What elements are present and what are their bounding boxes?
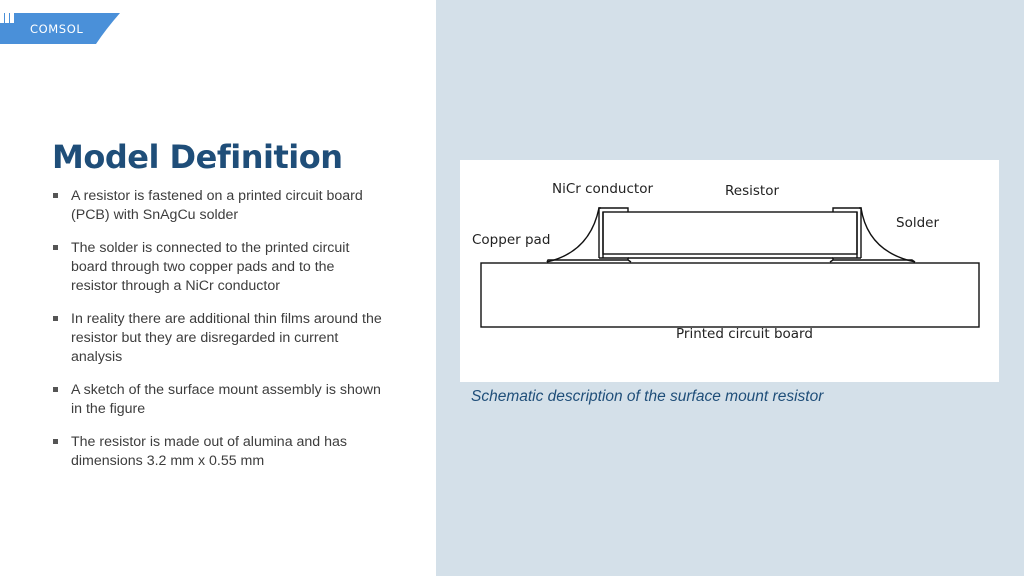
resistor-shape bbox=[603, 212, 857, 254]
solder-label: Solder bbox=[896, 215, 940, 231]
pcb-label: Printed circuit board bbox=[676, 326, 813, 342]
figure-caption: Schematic description of the surface mount resistor bbox=[471, 388, 824, 405]
bullet-item bbox=[52, 381, 382, 419]
bullet-marker bbox=[53, 193, 58, 198]
bullet-text: The resistor is made out of alumina and has dimensions 3.2 mm x 0.55 mm bbox=[71, 434, 348, 469]
left-solder-shape bbox=[547, 208, 601, 262]
bullet-item bbox=[52, 433, 382, 471]
right-copper-pad bbox=[830, 260, 915, 262]
bullet-list bbox=[52, 187, 382, 485]
bullet-marker bbox=[53, 387, 58, 392]
bullet-item bbox=[52, 310, 382, 367]
bullet-marker bbox=[53, 245, 58, 250]
copper-pad-label: Copper pad bbox=[472, 232, 551, 248]
page-title: Model Definition bbox=[52, 138, 343, 176]
bullet-text: A resistor is fastened on a printed circuit board (PCB) with SnAgCu solder bbox=[71, 188, 363, 223]
bullet-marker bbox=[53, 439, 58, 444]
nicr-label: NiCr conductor bbox=[552, 181, 654, 197]
bullet-marker bbox=[53, 316, 58, 321]
bullet-text: A sketch of the surface mount assembly is shown in the figure bbox=[71, 382, 381, 417]
bullet-item bbox=[52, 239, 382, 296]
bullet-text: In reality there are additional thin films around the resistor but they are disregarded in current analysis bbox=[71, 311, 382, 365]
resistor-schematic bbox=[460, 160, 999, 382]
left-copper-pad bbox=[547, 260, 631, 262]
logo-text: COMSOL bbox=[30, 22, 84, 36]
comsol-mark-icon bbox=[0, 13, 14, 23]
bullet-text: The solder is connected to the printed circuit board through two copper pads and to the resistor through a NiCr conductor bbox=[71, 240, 350, 294]
comsol-logo bbox=[0, 13, 120, 44]
resistor-label: Resistor bbox=[725, 183, 779, 199]
bullet-item bbox=[52, 187, 382, 225]
pcb-shape bbox=[481, 263, 979, 327]
